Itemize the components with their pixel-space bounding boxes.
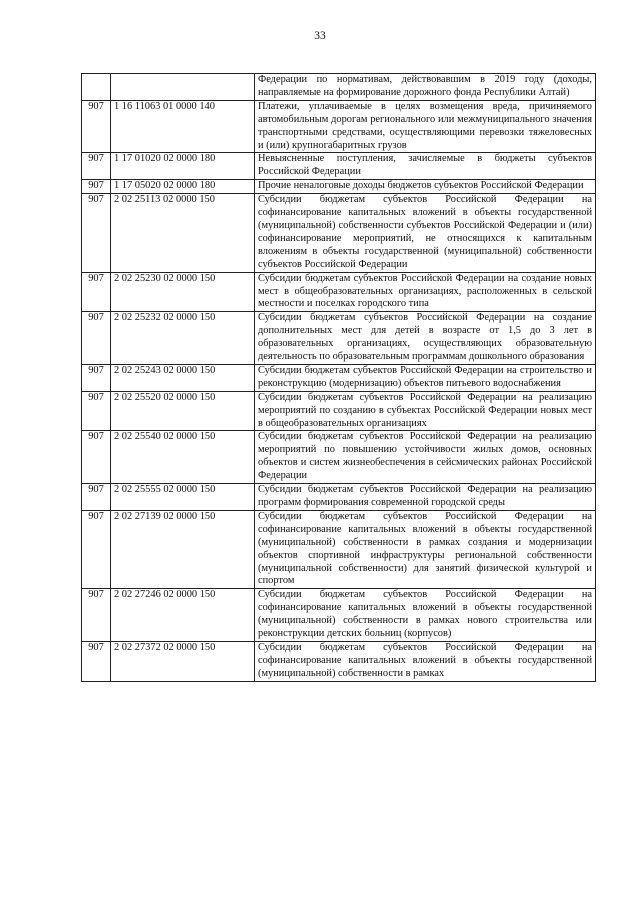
budget-code-cell: 2 02 25230 02 0000 150 [111,272,255,312]
admin-code-cell: 907 [82,484,111,511]
description-cell: Субсидии бюджетам субъектов Российской Федерации на софинансирование капитальных вложений в объекты государственной (муниципальной) собственности в рамках [255,641,596,681]
budget-code-cell: 2 02 25520 02 0000 150 [111,391,255,431]
admin-code-cell: 907 [82,194,111,272]
description-cell: Субсидии бюджетам субъектов Российской Федерации на строительство и реконструкцию (модернизацию) объектов питьевого водоснабжения [255,364,596,391]
budget-code-cell: 2 02 27139 02 0000 150 [111,510,255,588]
table-row [82,431,596,484]
table-row [82,484,596,511]
admin-code-cell: 907 [82,510,111,588]
admin-code-cell: 907 [82,391,111,431]
budget-code-cell: 2 02 25540 02 0000 150 [111,431,255,484]
budget-code-cell: 2 02 25113 02 0000 150 [111,194,255,272]
budget-code-cell: 2 02 25232 02 0000 150 [111,312,255,365]
description-cell: Субсидии бюджетам субъектов Российской Федерации на реализацию программ формирования современной городской среды [255,484,596,511]
table-row [82,641,596,681]
table-row [82,194,596,272]
admin-code-cell: 907 [82,312,111,365]
budget-code-cell: 1 17 05020 02 0000 180 [111,180,255,194]
table-row [82,180,596,194]
admin-code-cell: 907 [82,364,111,391]
budget-code-cell: 1 16 11063 01 0000 140 [111,100,255,153]
table-row [82,153,596,180]
table-row [82,74,596,101]
table-row [82,589,596,642]
table-row [82,312,596,365]
admin-code-cell: 907 [82,100,111,153]
table-row [82,510,596,588]
table-row [82,272,596,312]
description-cell: Субсидии бюджетам субъектов Российской Федерации на софинансирование капитальных вложений в объекты государственной (муниципальной) собственности в рамках нового строительства или реконструкции детских больниц (корпусов) [255,589,596,642]
page-number: 33 [314,30,326,42]
admin-code-cell: 907 [82,431,111,484]
budget-code-cell: 2 02 27246 02 0000 150 [111,589,255,642]
budget-code-cell: 2 02 25243 02 0000 150 [111,364,255,391]
description-cell: Субсидии бюджетам субъектов Российской Федерации на создание дополнительных мест для детей в возрасте от 1,5 до 3 лет в образовательных организациях, осуществляющих образовательную деятельность по образовательным программам дошкольного образования [255,312,596,365]
description-cell: Федерации по нормативам, действовавшим в 2019 году (доходы, направляемые на формирование дорожного фонда Республики Алтай) [255,74,596,101]
admin-code-cell: 907 [82,153,111,180]
admin-code-cell: 907 [82,180,111,194]
description-cell: Платежи, уплачиваемые в целях возмещения вреда, причиняемого автомобильным дорогам регионального или межмуниципального значения транспортными средствами, осуществляющими перевозки тяжеловесных и (или) крупногабаритных грузов [255,100,596,153]
admin-code-cell: 907 [82,589,111,642]
description-cell: Невыясненные поступления, зачисляемые в бюджеты субъектов Российской Федерации [255,153,596,180]
revenue-codes-table [81,73,596,682]
budget-code-cell [111,74,255,101]
budget-code-cell: 1 17 01020 02 0000 180 [111,153,255,180]
description-cell: Субсидии бюджетам субъектов Российской Федерации на софинансирование капитальных вложений в объекты государственной (муниципальной) собственности в рамках создания и модернизации объектов спортивной инфраструктуры региональной собственности (муниципальной собственности) для занятий физической культурой и спортом [255,510,596,588]
table-row [82,364,596,391]
description-cell: Субсидии бюджетам субъектов Российской Федерации на реализацию мероприятий по повышению устойчивости жилых домов, основных объектов и систем жизнеобеспечения в сейсмических районах Российской Федерации [255,431,596,484]
admin-code-cell: 907 [82,641,111,681]
description-cell: Субсидии бюджетам субъектов Российской Федерации на софинансирование капитальных вложений в объекты государственной (муниципальной) собственности субъектов Российской Федерации и (или) софинансирование мероприятий, не относящихся к капитальным вложениям в объекты государственной (муниципальной) собственности субъектов Российской Федерации [255,194,596,272]
description-cell: Прочие неналоговые доходы бюджетов субъектов Российской Федерации [255,180,596,194]
table-row [82,100,596,153]
budget-code-cell: 2 02 25555 02 0000 150 [111,484,255,511]
admin-code-cell: 907 [82,272,111,312]
admin-code-cell [82,74,111,101]
table-row [82,391,596,431]
budget-code-cell: 2 02 27372 02 0000 150 [111,641,255,681]
description-cell: Субсидии бюджетам субъектов Российской Федерации на реализацию мероприятий по созданию в субъектах Российской Федерации новых мест в общеобразовательных организациях [255,391,596,431]
description-cell: Субсидии бюджетам субъектов Российской Федерации на создание новых мест в общеобразовательных организациях, расположенных в сельской местности и поселках городского типа [255,272,596,312]
